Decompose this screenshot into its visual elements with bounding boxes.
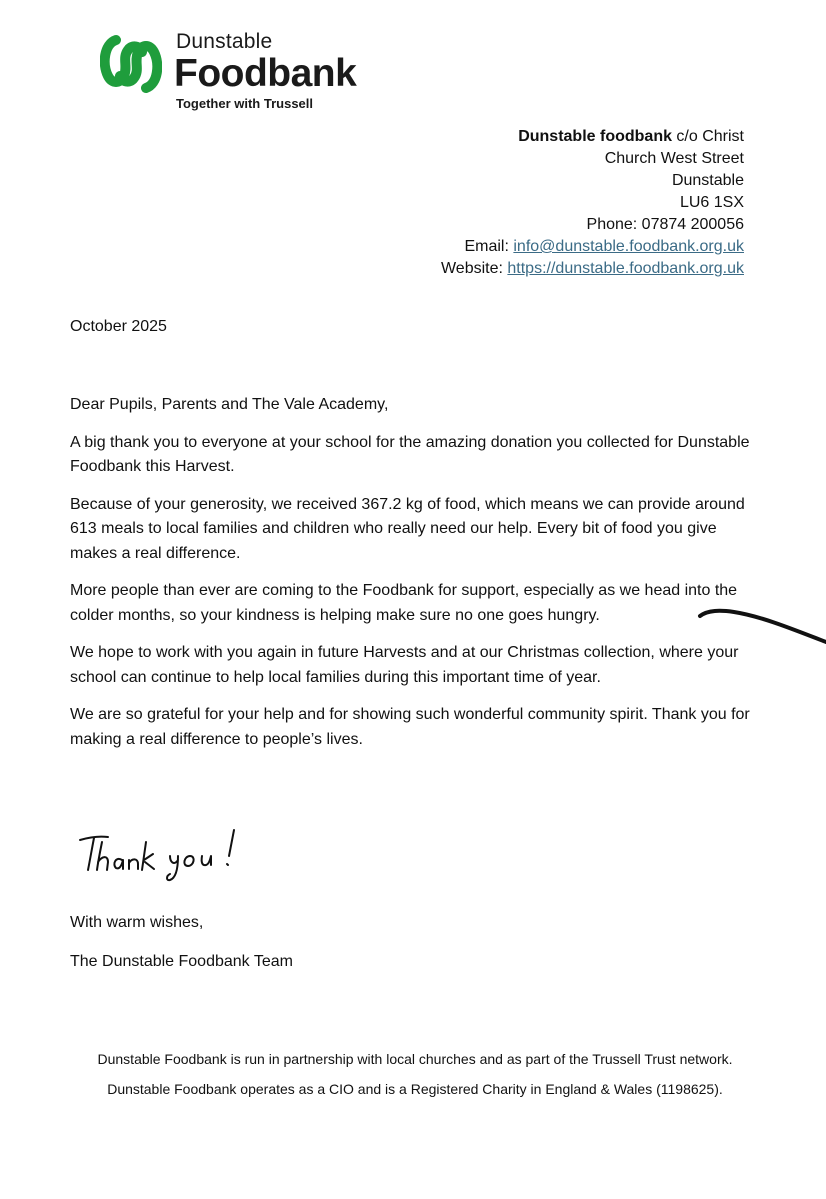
- letter-footer: [70, 1050, 760, 1110]
- foodbank-logo: [100, 30, 360, 120]
- org-suffix: c/o Christ: [671, 128, 744, 145]
- email-label: Email:: [464, 238, 514, 255]
- address-org-line: [441, 126, 744, 148]
- address-town: Dunstable: [671, 172, 744, 189]
- logo-line-dunstable: Dunstable: [176, 30, 273, 53]
- org-name: Dunstable foodbank: [518, 128, 672, 145]
- footer-charity-note: Dunstable Foodbank operates as a CIO and is a Registered Charity in England & Wales (1198625).: [107, 1081, 723, 1097]
- website-label: Website:: [440, 260, 508, 277]
- sender-team: The Dunstable Foodbank Team: [70, 953, 293, 970]
- logo-line-foodbank: Foodbank: [174, 52, 357, 95]
- letter-date: October 2025: [70, 318, 167, 335]
- letter-paragraph: Because of your generosity, we received 367.2 kg of food, which means we can provide around 613 meals to local families and children who really need our help. Every bit of food you give makes a real difference.: [70, 495, 745, 562]
- letter-paragraph: More people than ever are coming to the Foodbank for support, especially as we head into the colder months, so your kindness is helping make sure no one goes hungry.: [70, 582, 738, 624]
- pen-mark-scribble: [690, 600, 826, 650]
- foodbank-swirl-logo-icon: [100, 34, 162, 94]
- letter-paragraph: We hope to work with you again in future Harvests and at our Christmas collection, where your school can continue to help local families during this important time of year.: [70, 644, 739, 686]
- address-phone-line: [441, 214, 744, 236]
- sender-address: [441, 126, 744, 280]
- address-website-line: [441, 258, 744, 280]
- phone-number: 07874 200056: [641, 216, 744, 233]
- thank-you-signature: [74, 818, 274, 888]
- phone-label: Phone:: [586, 216, 642, 233]
- letter-salutation: Dear Pupils, Parents and The Vale Academy,: [70, 396, 389, 413]
- email-link[interactable]: info@dunstable.foodbank.org.uk: [513, 238, 744, 255]
- letter-body: [70, 393, 750, 765]
- address-street: Church West Street: [604, 150, 744, 167]
- footer-partnership-note: Dunstable Foodbank is run in partnership with local churches and as part of the Trussell Trust network.: [97, 1051, 733, 1067]
- logo-tagline: Together with Trussell: [176, 96, 314, 111]
- address-email-line: [441, 236, 744, 258]
- website-link[interactable]: https://dunstable.foodbank.org.uk: [507, 260, 744, 277]
- letter-paragraph: A big thank you to everyone at your school for the amazing donation you collected for Dunstable Foodbank this Harvest.: [70, 433, 750, 475]
- address-postcode: LU6 1SX: [679, 194, 744, 211]
- letter-paragraph: We are so grateful for your help and for showing such wonderful community spirit. Thank you for making a real difference to people’s lives.: [70, 706, 750, 748]
- closing-line: With warm wishes,: [70, 914, 204, 931]
